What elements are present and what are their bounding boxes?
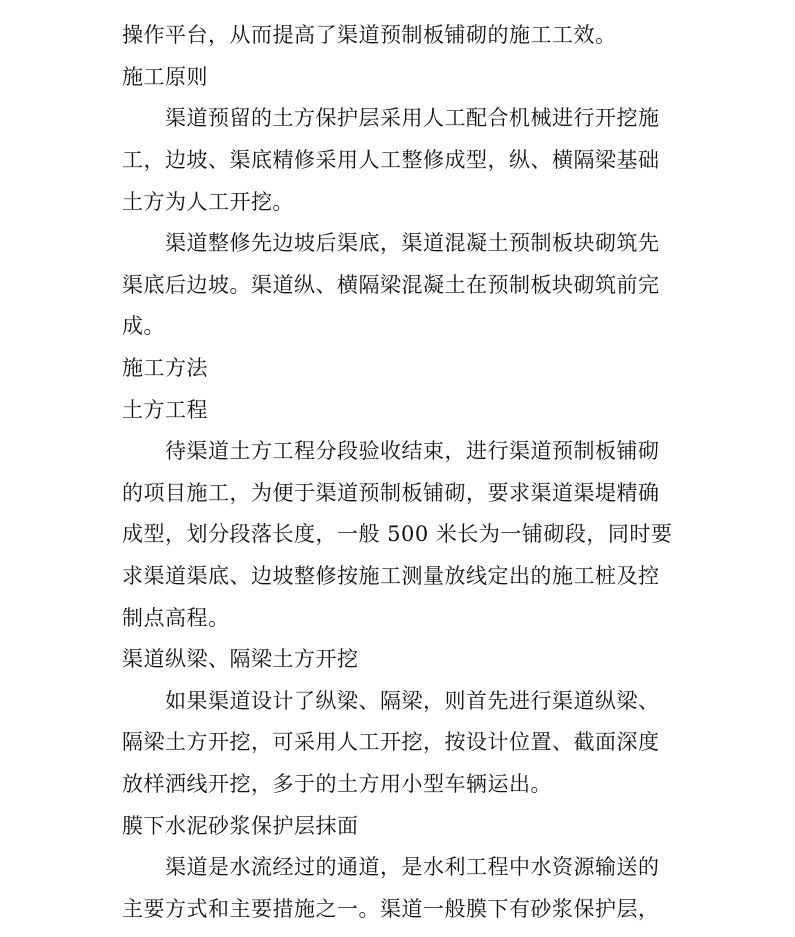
- paragraph-line: 渠道是水流经过的通道，是水利工程中水资源输送的: [165, 855, 660, 879]
- paragraph-line: 待渠道土方工程分段验收结束，进行渠道预制板铺砌: [165, 439, 660, 463]
- paragraph-line: 隔梁土方开挖，可采用人工开挖，按设计位置、截面深度: [122, 730, 660, 754]
- paragraph-line: 制点高程。: [122, 606, 230, 630]
- paragraph-line: 如果渠道设计了纵梁、隔梁，则首先进行渠道纵梁、: [165, 689, 660, 713]
- paragraph-line: 渠道预留的土方保护层采用人工配合机械进行开挖施: [165, 106, 660, 130]
- paragraph-line: 求渠道渠底、边坡整修按施工测量放线定出的施工桩及控: [122, 564, 660, 588]
- section-heading: 施工原则: [122, 65, 208, 89]
- paragraph-line: 主要方式和主要措施之一。渠道一般膜下有砂浆保护层，: [122, 897, 660, 921]
- section-heading: 施工方法: [122, 356, 208, 380]
- section-heading: 土方工程: [122, 398, 208, 422]
- paragraph-line: 工，边坡、渠底精修采用人工整修成型，纵、横隔梁基础: [122, 148, 660, 172]
- section-heading: 渠道纵梁、隔梁土方开挖: [122, 647, 359, 671]
- paragraph-line: 放样洒线开挖，多于的土方用小型车辆运出。: [122, 772, 552, 796]
- paragraph-line: 操作平台，从而提高了渠道预制板铺砌的施工工效。: [122, 23, 617, 47]
- paragraph-line: 渠底后边坡。渠道纵、横隔梁混凝土在预制板块砌筑前完: [122, 273, 660, 297]
- paragraph-line: 成。: [122, 314, 165, 338]
- paragraph-line: 成型，划分段落长度，一般 500 米长为一铺砌段，同时要: [122, 522, 673, 546]
- section-heading: 膜下水泥砂浆保护层抹面: [122, 814, 359, 838]
- paragraph-line: 的项目施工，为便于渠道预制板铺砌，要求渠道渠堤精确: [122, 481, 660, 505]
- paragraph-line: 渠道整修先边坡后渠底，渠道混凝土预制板块砌筑先: [165, 231, 660, 255]
- paragraph-line: 土方为人工开挖。: [122, 190, 294, 214]
